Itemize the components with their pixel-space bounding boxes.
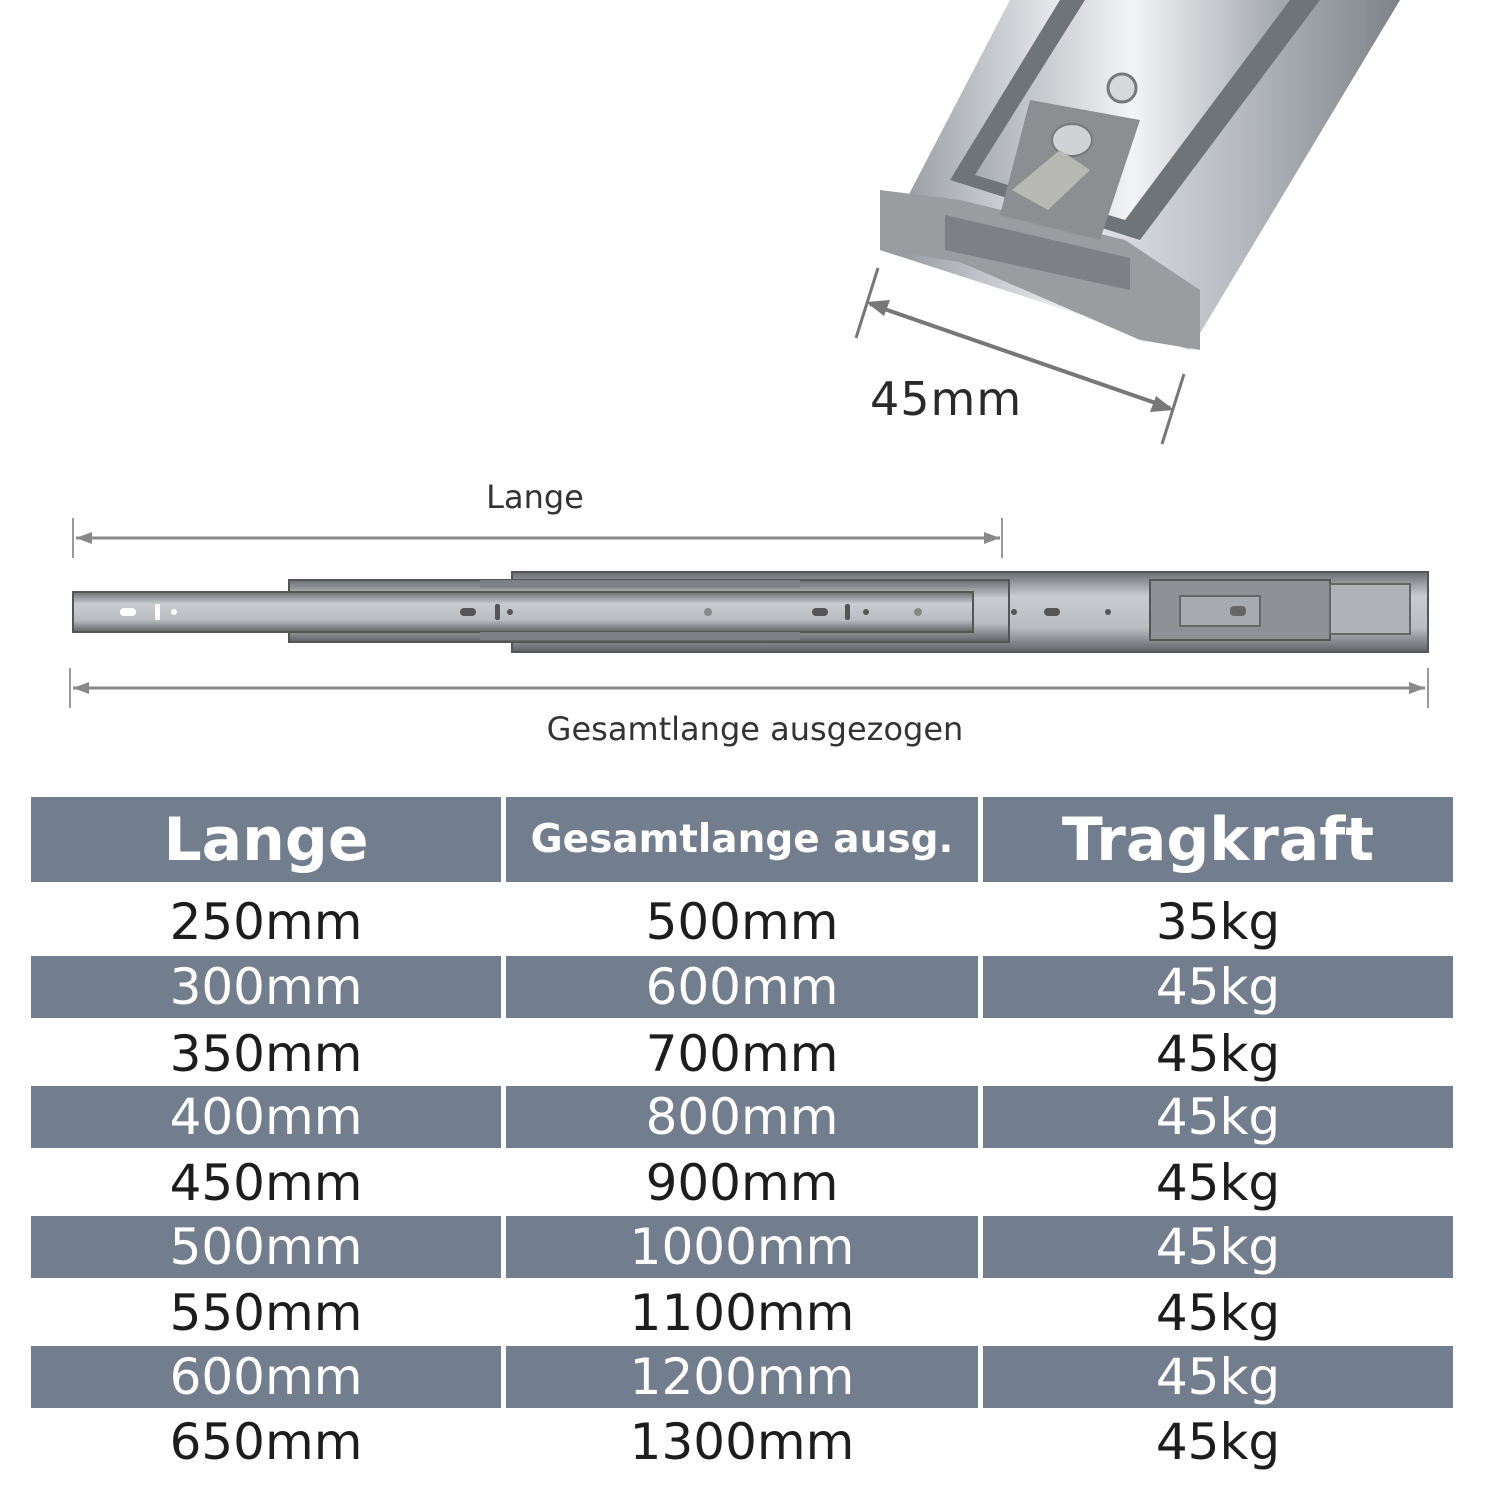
cell-length: 300mm — [31, 956, 501, 1018]
width-dimension-label: 45mm — [870, 372, 1023, 426]
header-load-capacity: Tragkraft — [983, 797, 1453, 882]
cell-length: 400mm — [31, 1086, 501, 1148]
cell-load-capacity: 45kg — [983, 1086, 1453, 1148]
cell-total-length: 800mm — [506, 1086, 978, 1148]
cell-total-length: 900mm — [645, 1154, 839, 1212]
cell-length: 500mm — [31, 1216, 501, 1278]
total-length-dimension-label: Gesamtlange ausgezogen — [546, 710, 964, 748]
cell-total-length: 500mm — [645, 893, 839, 951]
table-row — [31, 1216, 1453, 1278]
cell-length: 550mm — [169, 1284, 363, 1342]
header-length: Lange — [31, 797, 501, 882]
cell-length: 650mm — [169, 1413, 363, 1471]
cell-load-capacity: 45kg — [1155, 1025, 1281, 1083]
table-row — [31, 892, 1453, 952]
rail-side-view-image — [60, 510, 1450, 720]
table-row — [31, 1411, 1453, 1473]
cell-load-capacity: 35kg — [1155, 893, 1281, 951]
cell-length: 450mm — [169, 1154, 363, 1212]
cell-length: 600mm — [31, 1346, 501, 1408]
table-row — [31, 1152, 1453, 1214]
length-dimension-label: Lange — [486, 478, 584, 516]
header-total-length: Gesamtlange ausg. — [506, 797, 978, 882]
cell-load-capacity: 45kg — [1155, 1284, 1281, 1342]
table-header — [31, 797, 1453, 882]
table-row — [31, 956, 1453, 1018]
table-row — [31, 1023, 1453, 1085]
table-row — [31, 1282, 1453, 1344]
cell-load-capacity: 45kg — [1155, 1413, 1281, 1471]
table-row — [31, 1346, 1453, 1408]
cell-total-length: 1100mm — [629, 1284, 855, 1342]
cell-load-capacity: 45kg — [983, 956, 1453, 1018]
cell-total-length: 600mm — [506, 956, 978, 1018]
cell-load-capacity: 45kg — [983, 1346, 1453, 1408]
cell-total-length: 1200mm — [506, 1346, 978, 1408]
cell-load-capacity: 45kg — [1155, 1154, 1281, 1212]
cell-length: 250mm — [169, 893, 363, 951]
table-row — [31, 1086, 1453, 1148]
cell-total-length: 700mm — [645, 1025, 839, 1083]
cell-total-length: 1300mm — [629, 1413, 855, 1471]
cell-total-length: 1000mm — [506, 1216, 978, 1278]
cell-load-capacity: 45kg — [983, 1216, 1453, 1278]
cell-length: 350mm — [169, 1025, 363, 1083]
